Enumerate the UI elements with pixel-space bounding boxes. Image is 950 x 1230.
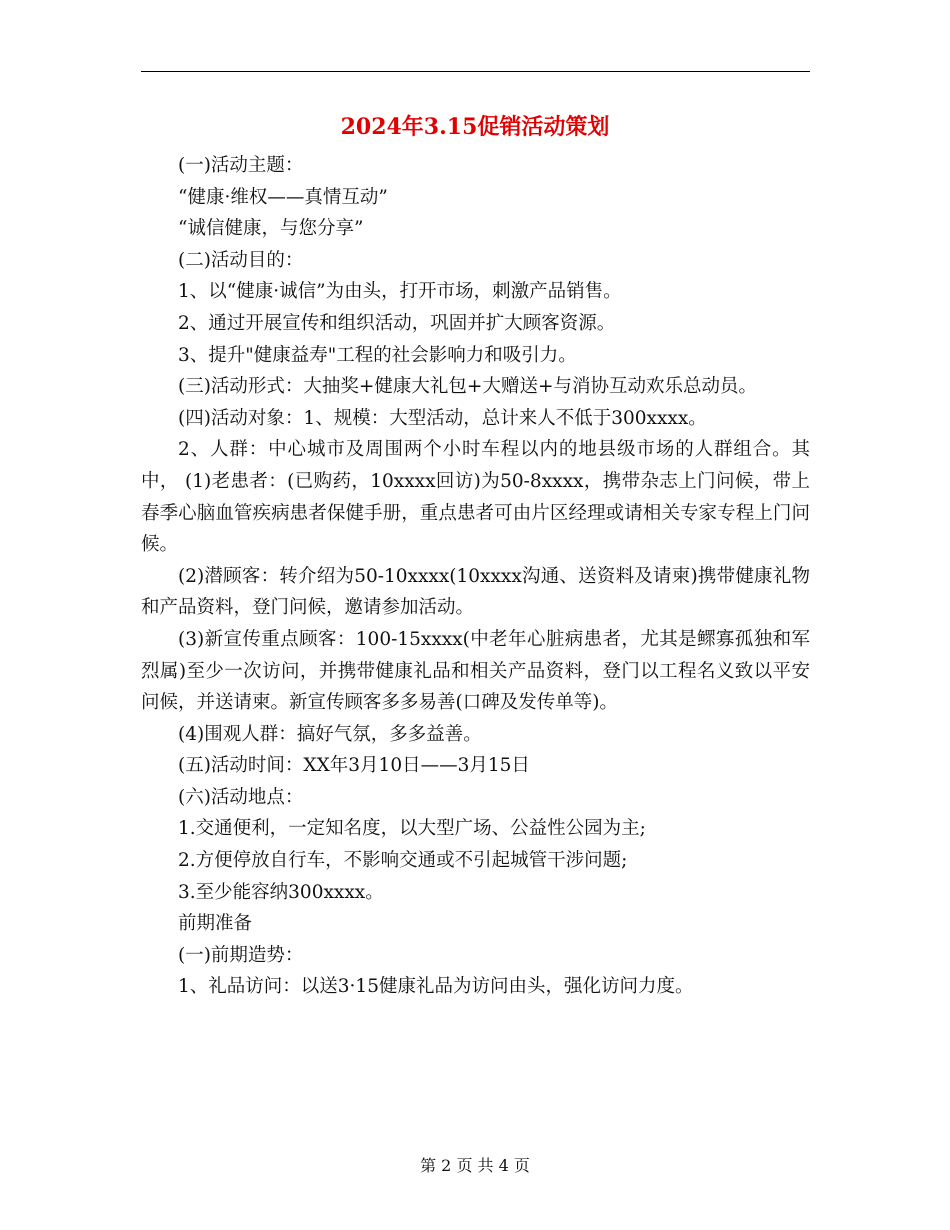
paragraph: 1、礼品访问：以送3·15健康礼品为访问由头，强化访问力度。 bbox=[178, 976, 694, 998]
paragraph: (六)活动地点： bbox=[178, 786, 304, 808]
paragraph: (二)活动目的： bbox=[178, 249, 304, 271]
page-title: 2024年3.15促销活动策划 bbox=[340, 114, 610, 140]
document-body bbox=[141, 150, 810, 1003]
paragraph: 2、通过开展宣传和组织活动，巩固并扩大顾客资源。 bbox=[178, 312, 616, 334]
paragraph: 2.方便停放自行车，不影响交通或不引起城管干涉问题; bbox=[178, 850, 628, 872]
paragraph: (一)活动主题： bbox=[178, 155, 304, 176]
paragraph: 1.交通便利，一定知名度，以大型广场、公益性公园为主; bbox=[178, 818, 646, 840]
paragraph: “健康·维权——真情互动” bbox=[178, 186, 388, 208]
paragraph: (4)围观人群：搞好气氛，多多益善。 bbox=[178, 723, 482, 745]
paragraph: 3.至少能容纳300xxxx。 bbox=[178, 881, 384, 903]
paragraph: “诚信健康，与您分享” bbox=[178, 218, 364, 240]
page-footer: 第 2 页 共 4 页 bbox=[420, 1156, 530, 1175]
paragraph: 2、人群：中心城市及周围两个小时车程以内的地县级市场的人群组合。其中， (1)老患者：(已购药，10xxxx回访)为50-8xxxx，携带杂志上门问候，带上春季心脑血管疾病患者保健手册，重点患者可由片区经理或请相关专家专程上门问候。 bbox=[141, 439, 810, 556]
paragraph: (2)潜顾客：转介绍为50-10xxxx(10xxxx沟通、送资料及请柬)携带健康礼物和产品资料，登门问候，邀请参加活动。 bbox=[141, 565, 810, 619]
paragraph: 3、提升"健康益寿"工程的社会影响力和吸引力。 bbox=[178, 344, 577, 366]
paragraph: (五)活动时间：XX年3月10日——3月15日 bbox=[178, 755, 530, 777]
paragraph: (3)新宣传重点顾客：100-15xxxx(中老年心脏病患者，尤其是鳏寡孤独和军烈属)至少一次访问，并携带健康礼品和相关产品资料，登门以工程名义致以平安问候，并送请柬。新宣传顾客多多易善(口碑及发传单等)。 bbox=[141, 628, 810, 714]
paragraph: 1、以“健康·诚信”为由头，打开市场，刺激产品销售。 bbox=[178, 281, 622, 303]
paragraph: (三)活动形式：大抽奖+健康大礼包+大赠送+与消协互动欢乐总动员。 bbox=[178, 376, 757, 398]
header-rule bbox=[141, 71, 810, 72]
paragraph: (一)前期造势： bbox=[178, 944, 304, 966]
paragraph: 前期准备 bbox=[178, 913, 253, 935]
paragraph: (四)活动对象：1、规模：大型活动，总计来人不低于300xxxx。 bbox=[178, 407, 707, 429]
